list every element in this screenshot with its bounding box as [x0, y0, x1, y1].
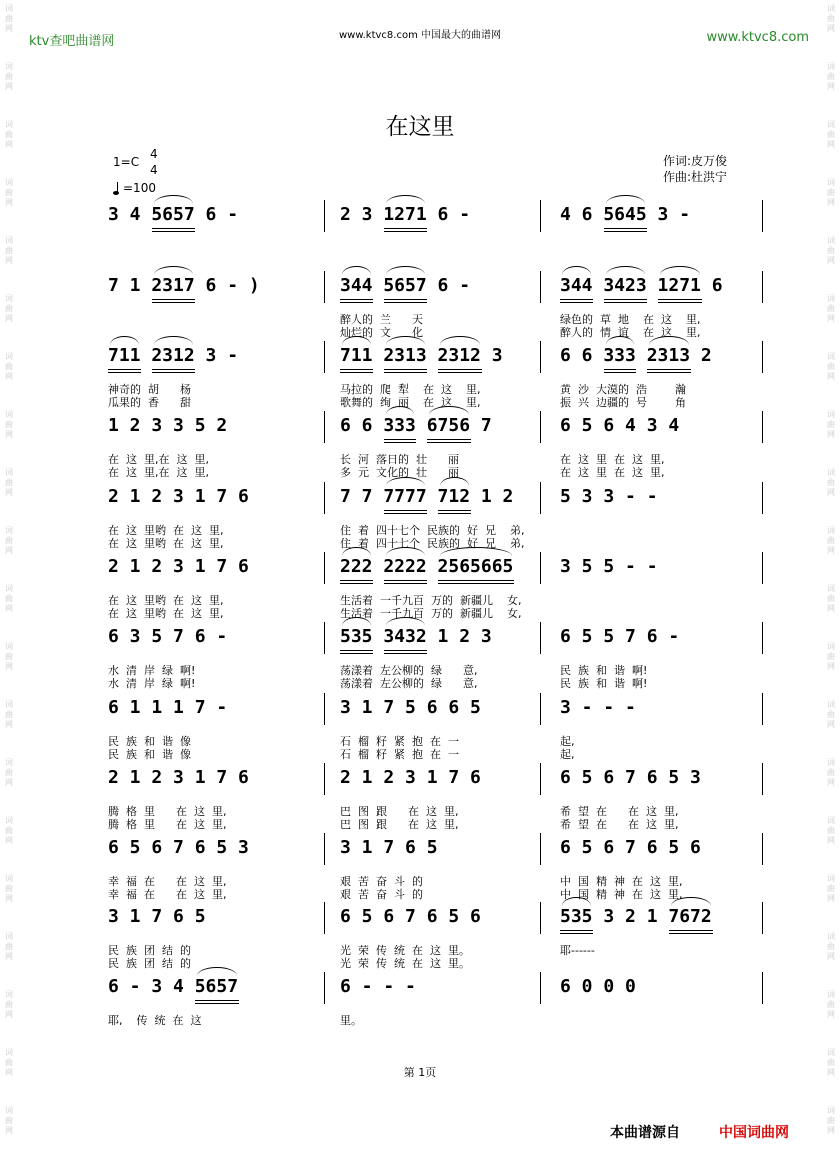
bar-line — [324, 763, 325, 795]
bar-line — [324, 833, 325, 865]
slur-mark — [386, 195, 426, 204]
slur-mark — [440, 336, 480, 345]
bar-line — [762, 693, 763, 725]
bar-line — [762, 341, 763, 373]
beam-line — [384, 653, 428, 654]
lyric-line: 绿色的 草 地 在 这 里, — [560, 313, 701, 326]
bar-line — [762, 482, 763, 514]
lyric-line: 歌舞的 绚 丽 在 这 里, — [340, 396, 481, 409]
lyric-line: 巴 图 跟 在 这 里, — [340, 818, 459, 831]
bar-line — [324, 200, 325, 232]
lyric-line: 民 族 团 结 的 — [108, 957, 191, 970]
measure-notes: 2 1 2 3 1 7 6 — [108, 486, 249, 507]
side-watermark: 词 曲 网 — [5, 816, 13, 845]
lyric-line: 起, — [560, 735, 575, 748]
key-signature: 1=C — [113, 155, 140, 169]
beam-line — [340, 583, 373, 584]
bar-line — [540, 200, 541, 232]
time-signature-denominator: 4 — [150, 163, 158, 177]
measure-notes: 344 3423 1271 6 — [560, 275, 723, 296]
side-watermark: 词 曲 网 — [827, 816, 835, 845]
beam-line — [384, 372, 428, 373]
lyric-line: 中 国 精 神 在 这 里, — [560, 875, 683, 888]
bar-line — [324, 622, 325, 654]
beam-line — [438, 369, 482, 370]
bar-line — [324, 341, 325, 373]
slur-mark — [386, 266, 426, 275]
side-watermark: 词 曲 网 — [827, 62, 835, 91]
lyric-line: 光 荣 传 统 在 这 里。 — [340, 957, 470, 970]
bar-line — [540, 833, 541, 865]
lyric-line: 在 这 里,在 这 里, — [108, 466, 209, 479]
header-site-center: www.ktvc8.com 中国最大的曲谱网 — [338, 30, 501, 41]
lyric-line: 在 这 里哟 在 这 里, — [108, 594, 224, 607]
beam-line — [560, 299, 593, 300]
beam-line — [560, 930, 593, 931]
lyric-line: 巴 图 跟 在 这 里, — [340, 805, 459, 818]
lyric-line: 幸 福 在 在 这 里, — [108, 888, 227, 901]
lyric-line: 中 国 精 神 在 这 里, — [560, 888, 683, 901]
lyric-line: 振 兴 边疆的 号 角 — [560, 396, 686, 409]
lyric-line: 在 这 里哟 在 这 里, — [108, 524, 224, 537]
song-title: 在这里 — [385, 114, 455, 140]
measure-notes: 6 - - - — [340, 976, 416, 997]
slur-mark — [342, 266, 371, 275]
bar-line — [324, 972, 325, 1004]
source-site: 中国词曲网 — [719, 1125, 789, 1141]
bar-line — [540, 552, 541, 584]
side-watermark: 词 曲 网 — [827, 352, 835, 381]
measure-notes: 6 5 6 4 3 4 — [560, 415, 680, 436]
lyric-line: 住 着 四十七个 民族的 好 兄 弟, — [340, 537, 525, 550]
side-watermark: 词 曲 网 — [827, 236, 835, 265]
beam-line — [384, 231, 428, 232]
side-watermark: 词 曲 网 — [5, 294, 13, 323]
lyric-line: 水 清 岸 绿 啊! — [108, 664, 196, 677]
beam-line — [604, 299, 648, 300]
side-watermark: 词 曲 网 — [5, 642, 13, 671]
lyric-line: 希 望 在 在 这 里, — [560, 805, 679, 818]
beam-line — [152, 369, 196, 370]
beam-line — [152, 228, 196, 229]
lyric-line: 民 族 和 谐 啊! — [560, 664, 648, 677]
lyricist-credit: 作词:皮万俊 — [663, 154, 728, 168]
side-watermark: 词 曲 网 — [827, 700, 835, 729]
beam-line — [340, 580, 373, 581]
side-watermark: 词 曲 网 — [5, 758, 13, 787]
measure-notes: 6 3 5 7 6 - — [108, 626, 228, 647]
beam-line — [438, 513, 471, 514]
bar-line — [324, 482, 325, 514]
beam-line — [438, 580, 514, 581]
slur-mark — [440, 477, 469, 486]
beam-line — [152, 302, 196, 303]
bar-line — [762, 622, 763, 654]
lyric-line: 起, — [560, 748, 575, 761]
beam-line — [384, 442, 417, 443]
lyric-line: 荡漾着 左公柳的 绿 意, — [340, 677, 478, 690]
side-watermark: 词 曲 网 — [5, 932, 13, 961]
lyric-line: 耶, 传 统 在 这 — [108, 1014, 202, 1027]
beam-line — [438, 583, 514, 584]
lyric-line: 长 河 落日的 壮 丽 — [340, 453, 459, 466]
measure-notes: 711 2313 2312 3 — [340, 345, 503, 366]
beam-line — [647, 372, 691, 373]
bar-line — [762, 411, 763, 443]
lyric-line: 灿烂的 文 化 — [340, 326, 423, 339]
side-watermark: 词 曲 网 — [827, 410, 835, 439]
measure-notes: 6 5 6 7 6 5 3 — [108, 837, 249, 858]
measure-notes: 6 6 333 6756 7 — [340, 415, 492, 436]
measure-notes: 6 1 1 1 7 - — [108, 697, 228, 718]
beam-line — [384, 439, 417, 440]
beam-line — [384, 299, 428, 300]
side-watermark: 词 曲 网 — [827, 874, 835, 903]
measure-notes: 2 1 2 3 1 7 6 — [340, 767, 481, 788]
side-watermark: 词 曲 网 — [5, 1048, 13, 1077]
lyric-line: 在 这 里,在 这 里, — [108, 453, 209, 466]
side-watermark: 词 曲 网 — [5, 236, 13, 265]
lyric-line: 荡漾着 左公柳的 绿 意, — [340, 664, 478, 677]
side-watermark: 词 曲 网 — [827, 120, 835, 149]
measure-notes: 3 1 7 6 5 — [340, 837, 438, 858]
side-watermark: 词 曲 网 — [827, 4, 835, 33]
lyric-line: 民 族 和 谐 像 — [108, 735, 191, 748]
lyric-line: 生活着 一千九百 万的 新疆儿 女, — [340, 607, 522, 620]
bar-line — [324, 693, 325, 725]
lyric-line: 住 着 四十七个 民族的 好 兄 弟, — [340, 524, 525, 537]
measure-notes: 3 1 7 6 5 — [108, 906, 206, 927]
bar-line — [540, 693, 541, 725]
page-number: 第 1页 — [403, 1066, 437, 1079]
side-watermark: 词 曲 网 — [5, 990, 13, 1019]
lyric-line: 艰 苦 奋 斗 的 — [340, 888, 423, 901]
beam-line — [384, 369, 428, 370]
lyric-line: 马拉的 爬 犁 在 这 里, — [340, 383, 481, 396]
side-watermark: 词 曲 网 — [5, 874, 13, 903]
bar-line — [762, 763, 763, 795]
bar-line — [540, 482, 541, 514]
bar-line — [540, 902, 541, 934]
bar-line — [762, 833, 763, 865]
measure-notes: 7 1 2317 6 - ) — [108, 275, 260, 296]
beam-line — [647, 369, 691, 370]
bar-line — [540, 972, 541, 1004]
beam-line — [384, 302, 428, 303]
measure-notes: 3 5 5 - - — [560, 556, 658, 577]
side-watermark: 词 曲 网 — [827, 642, 835, 671]
beam-line — [340, 653, 373, 654]
source-label: 本曲谱源自 — [610, 1125, 680, 1141]
header-site-left: ktv查吧曲谱网 — [29, 34, 115, 49]
lyric-line: 醉人的 兰 天 — [340, 313, 423, 326]
bar-line — [762, 552, 763, 584]
side-watermark: 词 曲 网 — [5, 120, 13, 149]
bar-line — [324, 271, 325, 303]
measure-notes: 344 5657 6 - — [340, 275, 471, 296]
side-watermark: 词 曲 网 — [827, 468, 835, 497]
lyric-line: 在 这 里哟 在 这 里, — [108, 607, 224, 620]
measure-notes: 2 1 2 3 1 7 6 — [108, 767, 249, 788]
lyric-line: 生活着 一千九百 万的 新疆儿 女, — [340, 594, 522, 607]
lyric-line: 里。 — [340, 1014, 362, 1027]
beam-line — [340, 299, 373, 300]
bar-line — [540, 271, 541, 303]
beam-line — [604, 231, 648, 232]
lyric-line: 在 这 里 在 这 里, — [560, 453, 665, 466]
lyric-line: 艰 苦 奋 斗 的 — [340, 875, 423, 888]
slur-mark — [110, 336, 139, 345]
measure-notes: 2 3 1271 6 - — [340, 204, 471, 225]
beam-line — [384, 510, 428, 511]
beam-line — [604, 372, 637, 373]
beam-line — [340, 369, 373, 370]
lyric-line: 在 这 里 在 这 里, — [560, 466, 665, 479]
measure-notes: 7 7 7777 712 1 2 — [340, 486, 514, 507]
beam-line — [108, 372, 141, 373]
beam-line — [669, 930, 713, 931]
bar-line — [540, 341, 541, 373]
beam-line — [438, 372, 482, 373]
time-signature-numerator: 4 — [150, 147, 158, 161]
measure-notes: 6 - 3 4 5657 — [108, 976, 239, 997]
beam-line — [384, 580, 428, 581]
beam-line — [152, 372, 196, 373]
slur-mark — [154, 336, 194, 345]
slur-mark — [606, 266, 646, 275]
beam-line — [669, 933, 713, 934]
bar-line — [540, 763, 541, 795]
measure-notes: 6 5 5 7 6 - — [560, 626, 680, 647]
beam-line — [604, 369, 637, 370]
side-watermark: 词 曲 网 — [827, 294, 835, 323]
beam-line — [604, 228, 648, 229]
lyric-line: 多 元 文化的 壮 丽 — [340, 466, 459, 479]
measure-notes: 4 6 5645 3 - — [560, 204, 691, 225]
slur-mark — [671, 897, 711, 906]
lyric-line: 希 望 在 在 这 里, — [560, 818, 679, 831]
side-watermark: 词 曲 网 — [827, 178, 835, 207]
side-watermark: 词 曲 网 — [827, 1106, 835, 1135]
beam-line — [658, 302, 702, 303]
measure-notes: 3 1 7 5 6 6 5 — [340, 697, 481, 718]
bar-line — [762, 200, 763, 232]
beam-line — [340, 302, 373, 303]
beam-line — [340, 650, 373, 651]
measure-notes: 222 2222 2565665 — [340, 556, 514, 577]
lyric-line: 石 榴 籽 紧 抱 在 一 — [340, 735, 459, 748]
lyric-line: 民 族 和 谐 像 — [108, 748, 191, 761]
lyric-line: 腾 格 里 在 这 里, — [108, 805, 227, 818]
beam-line — [560, 933, 593, 934]
measure-notes: 6 5 6 7 6 5 3 — [560, 767, 701, 788]
lyric-line: 水 清 岸 绿 啊! — [108, 677, 196, 690]
measure-notes: 1 2 3 3 5 2 — [108, 415, 228, 436]
side-watermark: 词 曲 网 — [5, 1106, 13, 1135]
side-watermark: 词 曲 网 — [827, 990, 835, 1019]
measure-notes: 535 3432 1 2 3 — [340, 626, 492, 647]
slur-mark — [154, 266, 194, 275]
bar-line — [540, 411, 541, 443]
measure-notes: 6 5 6 7 6 5 6 — [560, 837, 701, 858]
side-watermark: 词 曲 网 — [827, 758, 835, 787]
beam-line — [427, 442, 471, 443]
beam-line — [108, 369, 141, 370]
side-watermark: 词 曲 网 — [827, 932, 835, 961]
lyric-line: 瓜果的 香 甜 — [108, 396, 191, 409]
measure-notes: 3 4 5657 6 - — [108, 204, 239, 225]
lyric-line: 光 荣 传 统 在 这 里。 — [340, 944, 470, 957]
bar-line — [324, 411, 325, 443]
beam-line — [384, 650, 428, 651]
beam-line — [438, 510, 471, 511]
measure-notes: 5 3 3 - - — [560, 486, 658, 507]
beam-line — [427, 439, 471, 440]
lyric-line: 醉人的 情 谊 在 这 里, — [560, 326, 701, 339]
beam-line — [340, 372, 373, 373]
bar-line — [540, 622, 541, 654]
measure-notes: 6 6 333 2313 2 — [560, 345, 712, 366]
beam-line — [384, 228, 428, 229]
lyric-line: 幸 福 在 在 这 里, — [108, 875, 227, 888]
bar-line — [762, 271, 763, 303]
side-watermark: 词 曲 网 — [5, 410, 13, 439]
slur-mark — [197, 967, 237, 976]
lyric-line: 民 族 和 谐 啊! — [560, 677, 648, 690]
side-watermark: 词 曲 网 — [827, 526, 835, 555]
side-watermark: 词 曲 网 — [827, 1048, 835, 1077]
lyric-line: 黄 沙 大漠的 浩 瀚 — [560, 383, 686, 396]
slur-mark — [562, 266, 591, 275]
beam-line — [658, 299, 702, 300]
beam-line — [152, 299, 196, 300]
side-watermark: 词 曲 网 — [5, 700, 13, 729]
slur-mark — [606, 195, 646, 204]
side-watermark: 词 曲 网 — [5, 468, 13, 497]
beam-line — [384, 513, 428, 514]
composer-credit: 作曲:杜洪宁 — [663, 170, 728, 184]
measure-notes: 6 5 6 7 6 5 6 — [340, 906, 481, 927]
header-site-right: www.ktvc8.com — [706, 30, 809, 45]
beam-line — [152, 231, 196, 232]
side-watermark: 词 曲 网 — [827, 584, 835, 613]
beam-line — [560, 302, 593, 303]
slur-mark — [154, 195, 194, 204]
side-watermark: 词 曲 网 — [5, 4, 13, 33]
slur-mark — [660, 266, 700, 275]
side-watermark: 词 曲 网 — [5, 526, 13, 555]
lyric-line: 耶------ — [560, 944, 595, 957]
lyric-line: 在 这 里哟 在 这 里, — [108, 537, 224, 550]
side-watermark: 词 曲 网 — [5, 584, 13, 613]
measure-notes: 711 2312 3 - — [108, 345, 239, 366]
lyric-line: 石 榴 籽 紧 抱 在 一 — [340, 748, 459, 761]
side-watermark: 词 曲 网 — [5, 62, 13, 91]
beam-line — [604, 302, 648, 303]
side-watermark: 词 曲 网 — [5, 178, 13, 207]
measure-notes: 535 3 2 1 7672 — [560, 906, 712, 927]
lyric-line: 民 族 团 结 的 — [108, 944, 191, 957]
side-watermark: 词 曲 网 — [5, 352, 13, 381]
measure-notes: 2 1 2 3 1 7 6 — [108, 556, 249, 577]
lyric-line: 腾 格 里 在 这 里, — [108, 818, 227, 831]
measure-notes: 3 - - - — [560, 697, 636, 718]
bar-line — [324, 902, 325, 934]
bar-line — [762, 902, 763, 934]
bar-line — [324, 552, 325, 584]
tempo-value: =100 — [123, 181, 156, 195]
beam-line — [384, 583, 428, 584]
bar-line — [762, 972, 763, 1004]
beam-line — [195, 1000, 239, 1001]
measure-notes: 6 0 0 0 — [560, 976, 636, 997]
lyric-line: 神奇的 胡 杨 — [108, 383, 191, 396]
beam-line — [195, 1003, 239, 1004]
